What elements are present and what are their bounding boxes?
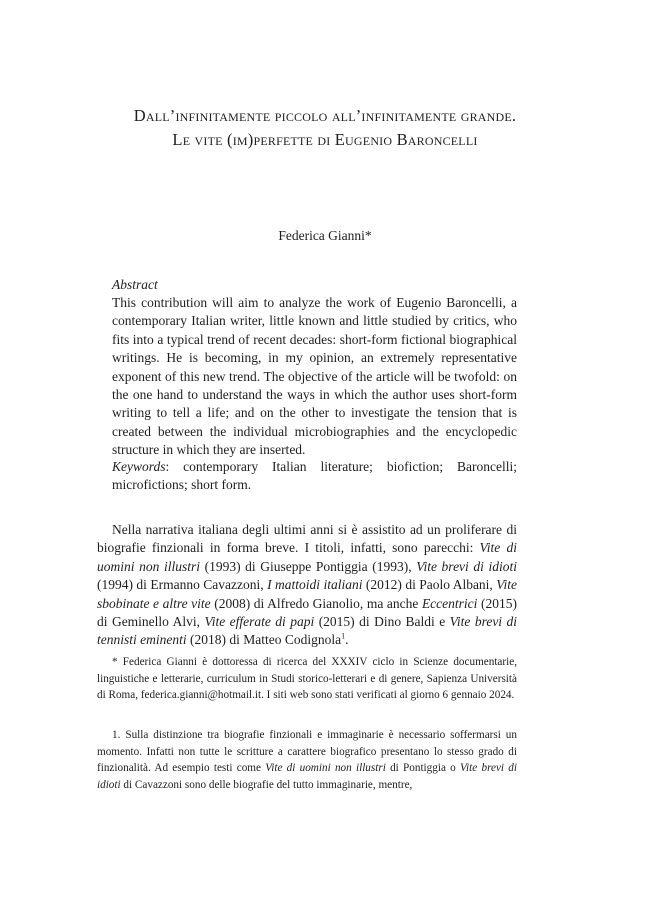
title-line-1: Dall’infinitamente piccolo all’infinitamente grande. bbox=[133, 106, 517, 125]
body-text-segment: (1993) di Giuseppe Pontiggia (1993), bbox=[199, 558, 417, 574]
body-text-segment: Nella narrativa italiana degli ultimi anni si è assistito ad un proliferare di biografie finzionali in forma breve. I titoli, infatti, sono parecchi: bbox=[97, 522, 517, 556]
body-text-segment: . bbox=[345, 632, 349, 648]
book-title: Vite brevi di tennisti eminenti bbox=[97, 614, 517, 648]
footnote-text-segment: di Pontiggia o bbox=[385, 762, 461, 774]
body-text-segment: (2018) di Matteo Codignola bbox=[186, 632, 342, 648]
book-title: Vite sbobinate e altre vite bbox=[97, 577, 517, 611]
book-title: Vite brevi di idioti bbox=[416, 558, 518, 574]
title-line-2: Le vite (im)perfette di Eugenio Baroncelli bbox=[172, 130, 478, 149]
footnote-text-segment: di Cavazzoni sono delle biografie del tutto immaginarie, mentre, bbox=[120, 778, 413, 791]
article-title bbox=[60, 104, 590, 152]
body-text-segment: (1994) di Ermanno Cavazzoni, bbox=[97, 577, 268, 593]
book-title: Vite brevi di idioti bbox=[97, 762, 517, 791]
footnote-author: * Federica Gianni è dottoressa di ricerca del XXXIV ciclo in Scienze documentarie, linguistiche e letterarie, curriculum in Studi storico-letterari e di genere, Sapienza Università di Roma, federica.gianni@hotmail.it. I siti web sono stati verificati al giorno 6 gennaio 2024. bbox=[97, 656, 517, 701]
book-title: Vite efferate di papi bbox=[204, 614, 315, 630]
keywords-label: Keywords bbox=[112, 459, 166, 474]
footnote-reference[interactable]: 1 bbox=[341, 631, 346, 641]
body-text-segment: (2015) di Geminello Alvi, bbox=[97, 595, 517, 630]
body-text-segment: (2012) di Paolo Albani, bbox=[362, 577, 497, 593]
abstract-label: Abstract bbox=[112, 277, 158, 292]
body-paragraph bbox=[97, 521, 517, 650]
keywords-paragraph bbox=[112, 458, 517, 495]
keywords-text: : contemporary Italian literature; biofiction; Baroncelli; microfictions; short form. bbox=[112, 459, 517, 493]
abstract-text: This contribution will aim to analyze the work of Eugenio Baroncelli, a contemporary Italian writer, little known and little studied by critics, who fits into a typical trend of recent decades: short-form fictional biographical writings. He is becoming, in my opinion, an extremely representative exponent of this new trend. The objective of the article will be twofold: on the one hand to understand the ways in which the author uses short-form writing to tell a life; and on the other to investigate the tension that is created between the individual microbiographies and the encyclopedic structure in which they are inserted. bbox=[112, 295, 517, 458]
author-name: Federica Gianni* bbox=[278, 228, 372, 243]
book-title: I mattoidi italiani bbox=[267, 577, 363, 593]
book-title: Vite di uomini non illustri bbox=[265, 762, 386, 774]
book-title: Eccentrici bbox=[421, 595, 478, 611]
body-text-segment: (2008) di Alfredo Gianolio, ma anche bbox=[210, 595, 422, 611]
footnote-text-segment: 1. Sulla distinzione tra biografie finzionali e immaginarie è necessario soffermarsi un momento. Infatti non tutte le scritture a carattere biografico presentano lo stesso grado di finzionalità. Ad esempio testi come bbox=[97, 729, 517, 774]
footnote-1 bbox=[97, 727, 517, 793]
body-text-segment: (2015) di Dino Baldi e bbox=[314, 614, 450, 630]
book-title: Vite di uomini non illustri bbox=[97, 540, 517, 574]
